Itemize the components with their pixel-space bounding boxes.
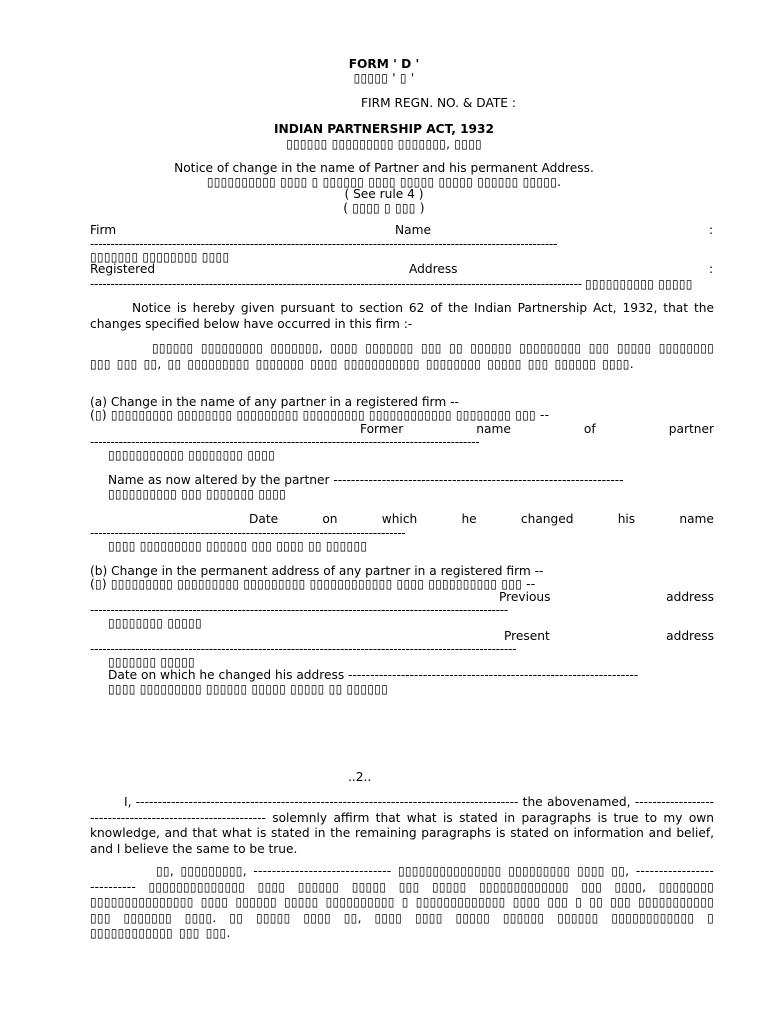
firm-label: Firm xyxy=(90,223,117,237)
present-address-native: ▯▯▯▯▯▯▯ ▯▯▯▯▯ xyxy=(108,655,195,669)
firm-name-field[interactable]: ------------------------------------------------------------------------------------------------------------------ xyxy=(90,237,558,251)
rule-reference: ( See rule 4 ) xyxy=(344,187,424,201)
affirmation-paragraph-native: ▯▯, ▯▯▯▯▯▯▯▯▯, ------------------------------ ▯▯▯▯▯▯▯▯▯▯▯▯▯▯▯ ▯▯▯▯▯▯▯▯▯ ▯▯▯▯ ▯▯, --------------------------- ▯▯▯▯▯▯▯▯▯▯▯▯▯▯ ▯▯▯▯ ▯▯▯▯▯▯ ▯▯▯▯▯ ▯▯▯ ▯▯▯▯▯ ▯▯▯▯▯▯▯▯▯▯▯▯▯ ▯▯▯ ▯▯▯▯, ▯▯▯▯▯▯▯▯ ▯▯▯▯▯▯▯▯▯▯▯▯▯▯▯ ▯▯▯▯ ▯▯▯▯▯▯ ▯▯▯▯▯ ▯▯▯▯▯▯▯▯▯▯ ▯ ▯▯▯▯▯▯▯▯▯▯▯▯▯ ▯▯▯▯ ▯▯▯ ▯ ▯▯ ▯▯▯ ▯▯▯▯▯▯▯▯▯▯▯ ▯▯▯ ▯▯▯▯▯▯▯ ▯▯▯▯. ▯▯ ▯▯▯▯▯ ▯▯▯▯ ▯▯, ▯▯▯▯ ▯▯▯▯ ▯▯▯▯▯ ▯▯▯▯▯▯ ▯▯▯▯▯▯ ▯▯▯▯▯▯▯▯▯▯▯▯ ▯ ▯▯▯▯▯▯▯▯▯▯▯▯ ▯▯▯ ▯▯▯. xyxy=(90,864,714,940)
form-title-native: ▯▯▯▯▯ ' ▯ ' xyxy=(353,71,415,85)
former-name-native: ▯▯▯▯▯▯▯▯▯▯▯ ▯▯▯▯▯▯▯▯ ▯▯▯▯ xyxy=(108,448,276,462)
intro-paragraph: Notice is hereby given pursuant to section 62 of the Indian Partnership Act, 1932, that the changes specified below have occurred in this firm :- xyxy=(90,301,714,331)
altered-name-field[interactable]: Name as now altered by the partner ------------------------------------------------------------------ xyxy=(108,473,624,487)
name-word-2: name xyxy=(679,512,714,526)
registered-address-field[interactable]: ------------------------------------------------------------------------------------------------------------------------ xyxy=(90,277,582,291)
section-b-heading: (b) Change in the permanent address of any partner in a registered firm -- xyxy=(90,564,544,578)
affirmation-paragraph: I, --------------------------------------------------------------------------------------- the abovenamed, ---------------------------------------------------------- solemnly affirm that what is stated in paragraphs is true to my own knowledge, and that what is stated in the remaining paragraphs is stated on information and belief, and I believe the same to be true. xyxy=(90,795,714,856)
section-a-heading: (a) Change in the name of any partner in a registered firm -- xyxy=(90,395,459,409)
address-word: address xyxy=(666,590,714,604)
of-word: of xyxy=(583,422,596,436)
date-name-change-native: ▯▯▯▯ ▯▯▯▯▯▯▯▯▯ ▯▯▯▯▯▯ ▯▯▯ ▯▯▯▯ ▯▯ ▯▯▯▯▯▯ xyxy=(108,539,368,553)
form-title: FORM ' D ' xyxy=(348,57,420,71)
firm-name-colon: : xyxy=(709,223,714,237)
date-word: Date xyxy=(249,512,279,526)
which-word: which xyxy=(381,512,418,526)
date-address-change-field[interactable]: Date on which he changed his address ------------------------------------------------------------------ xyxy=(108,668,639,682)
intro-paragraph-native: ▯▯▯▯▯▯ ▯▯▯▯▯▯▯▯▯ ▯▯▯▯▯▯▯, ▯▯▯▯ ▯▯▯▯▯▯▯ ▯▯▯ ▯▯ ▯▯▯▯▯▯ ▯▯▯▯▯▯▯▯▯ ▯▯▯ ▯▯▯▯▯ ▯▯▯▯▯▯▯▯ ▯▯▯ ▯▯▯ ▯▯, ▯▯ ▯▯▯▯▯▯▯▯▯ ▯▯▯▯▯▯▯ ▯▯▯▯ ▯▯▯▯▯▯▯▯▯▯▯ ▯▯▯▯▯▯▯▯ ▯▯▯▯▯ ▯▯▯ ▯▯▯▯▯▯ ▯▯▯▯. xyxy=(90,341,714,371)
section-a-heading-native: (▯) ▯▯▯▯▯▯▯▯▯ ▯▯▯▯▯▯▯▯ ▯▯▯▯▯▯▯▯▯ ▯▯▯▯▯▯▯▯▯ ▯▯▯▯▯▯▯▯▯▯▯▯ ▯▯▯▯▯▯▯▯ ▯▯▯ -- xyxy=(90,408,550,422)
partner-word: partner xyxy=(668,422,714,436)
act-title-native: ▯▯▯▯▯▯ ▯▯▯▯▯▯▯▯▯ ▯▯▯▯▯▯▯, ▯▯▯▯ xyxy=(286,137,482,151)
section-b-heading-native: (▯) ▯▯▯▯▯▯▯▯▯ ▯▯▯▯▯▯▯▯▯ ▯▯▯▯▯▯▯▯▯ ▯▯▯▯▯▯▯▯▯▯▯▯ ▯▯▯▯ ▯▯▯▯▯▯▯▯▯▯ ▯▯▯ -- xyxy=(90,577,536,591)
notice-title: Notice of change in the name of Partner and his permanent Address. xyxy=(174,161,594,175)
previous-address-native: ▯▯▯▯▯▯▯▯ ▯▯▯▯▯ xyxy=(108,616,202,630)
page-number-marker: ..2.. xyxy=(348,770,372,784)
on-word: on xyxy=(322,512,338,526)
registered-address-native: ▯▯▯▯▯▯▯▯▯▯ ▯▯▯▯▯ xyxy=(585,277,693,291)
address-word-2: address xyxy=(666,629,714,643)
name-word: name xyxy=(476,422,511,436)
date-name-change-row xyxy=(249,512,714,527)
date-name-change-field[interactable]: ----------------------------------------------------------------------------- xyxy=(90,526,406,540)
notice-title-native: ▯▯▯▯▯▯▯▯▯▯ ▯▯▯▯ ▯ ▯▯▯▯▯▯ ▯▯▯▯ ▯▯▯▯▯ ▯▯▯▯▯ ▯▯▯▯▯▯ ▯▯▯▯▯. xyxy=(206,175,562,189)
firm-name-native: ▯▯▯▯▯▯▯ ▯▯▯▯▯▯▯▯ ▯▯▯▯ xyxy=(90,250,230,264)
registered-label: Registered xyxy=(90,262,156,276)
firm-regn-label: FIRM REGN. NO. & DATE : xyxy=(361,96,516,110)
firm-name-label: Name xyxy=(395,223,431,237)
date-address-change-native: ▯▯▯▯ ▯▯▯▯▯▯▯▯▯ ▯▯▯▯▯▯ ▯▯▯▯▯ ▯▯▯▯▯ ▯▯ ▯▯▯▯▯▯ xyxy=(108,682,388,696)
changed-word: changed xyxy=(520,512,574,526)
former-word: Former xyxy=(360,422,404,436)
altered-name-native: ▯▯▯▯▯▯▯▯▯▯ ▯▯▯ ▯▯▯▯▯▯▯ ▯▯▯▯ xyxy=(108,487,286,501)
previous-address-field[interactable]: ------------------------------------------------------------------------------------------------------ xyxy=(90,603,508,617)
registered-address-colon: : xyxy=(709,262,714,276)
former-name-field[interactable]: ----------------------------------------------------------------------------------------------- xyxy=(90,435,480,449)
his-word: his xyxy=(617,512,636,526)
act-title: INDIAN PARTNERSHIP ACT, 1932 xyxy=(274,122,494,136)
rule-reference-native: ( ▯▯▯▯ ▯ ▯▯▯ ) xyxy=(343,201,425,215)
he-word: he xyxy=(461,512,477,526)
previous-word: Previous xyxy=(499,590,551,604)
address-label: Address xyxy=(409,262,458,276)
present-word: Present xyxy=(504,629,550,643)
present-address-field[interactable]: -------------------------------------------------------------------------------------------------------- xyxy=(90,642,517,656)
